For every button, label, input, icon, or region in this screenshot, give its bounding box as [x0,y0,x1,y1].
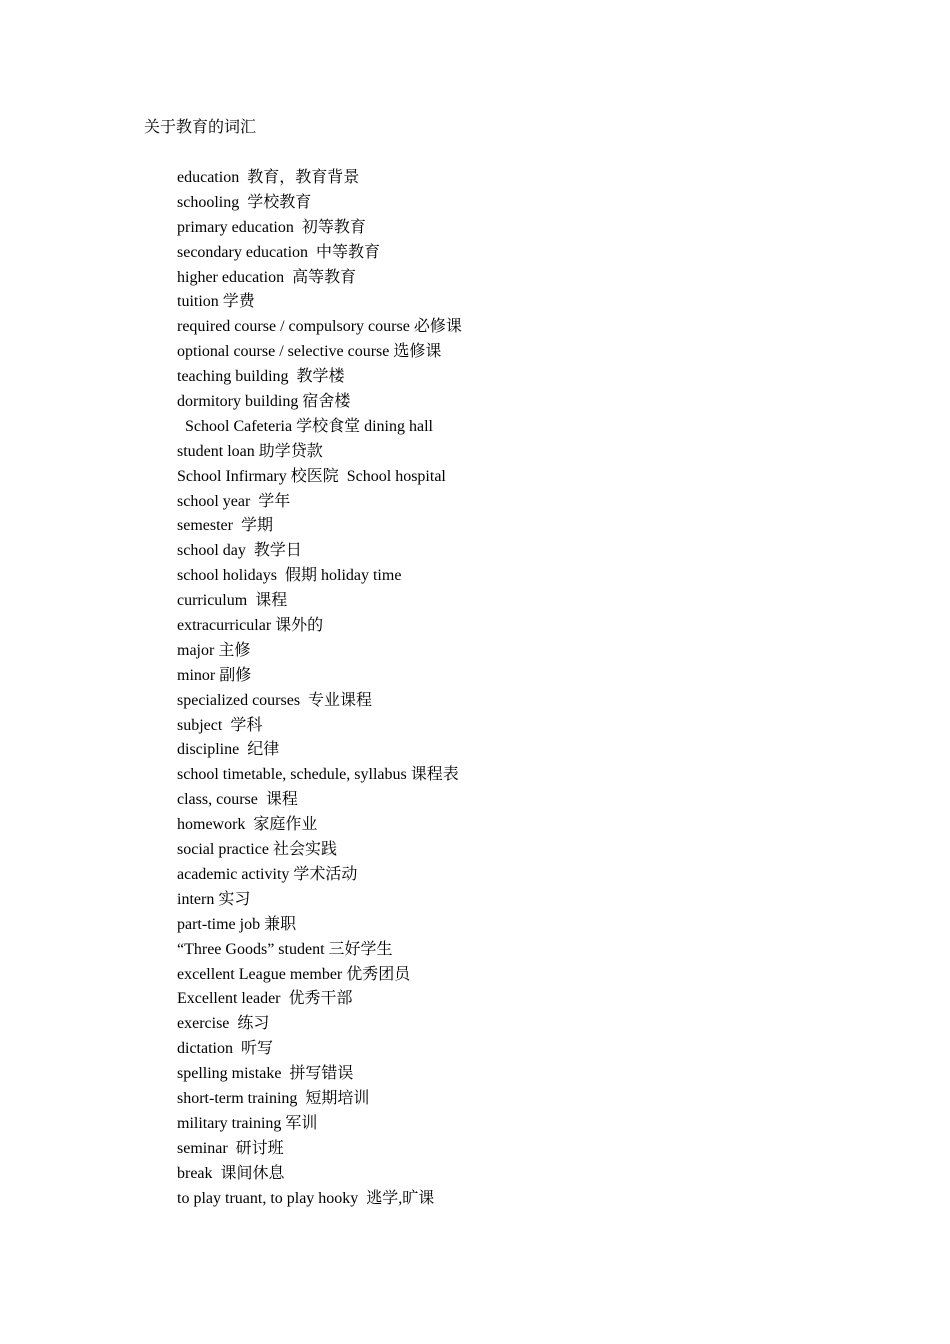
vocabulary-entry: social practice 社会实践 [177,841,337,859]
vocabulary-entry: student loan 助学贷款 [177,442,323,460]
vocabulary-entry: secondary education 中等教育 [177,243,381,261]
vocabulary-entry: school holidays 假期 holiday time [177,567,402,585]
vocabulary-entry: military training 军训 [177,1114,318,1132]
vocabulary-entry: part-time job 兼职 [177,915,297,933]
vocabulary-entry: schooling 学校教育 [177,193,312,211]
vocabulary-entry: required course / compulsory course 必修课 [177,318,462,336]
vocabulary-entry: dictation 听写 [177,1040,273,1058]
vocabulary-entry: intern 实习 [177,890,251,908]
vocabulary-entry: primary education 初等教育 [177,218,366,236]
vocabulary-entry: curriculum 课程 [177,592,288,610]
vocabulary-entry: minor 副修 [177,666,252,684]
vocabulary-list [177,166,462,1211]
vocabulary-entry: class, course 课程 [177,791,298,809]
vocabulary-entry: school year 学年 [177,492,291,510]
vocabulary-entry: School Cafeteria 学校食堂 dining hall [177,417,433,435]
vocabulary-entry: excellent League member 优秀团员 [177,965,411,983]
vocabulary-entry: spelling mistake 拼写错误 [177,1065,354,1083]
vocabulary-entry: school timetable, schedule, syllabus 课程表 [177,766,459,784]
vocabulary-entry: Excellent leader 优秀干部 [177,990,353,1008]
vocabulary-entry: optional course / selective course 选修课 [177,343,442,361]
document-title: 关于教育的词汇 [144,119,257,136]
vocabulary-entry: discipline 纪律 [177,741,280,759]
vocabulary-entry: subject 学科 [177,716,263,734]
vocabulary-entry: school day 教学日 [177,542,302,560]
vocabulary-entry: “Three Goods” student 三好学生 [177,940,393,958]
vocabulary-entry: homework 家庭作业 [177,816,318,834]
vocabulary-entry: specialized courses 专业课程 [177,691,373,709]
vocabulary-entry: semester 学期 [177,517,273,535]
vocabulary-entry: School Infirmary 校医院 School hospital [177,467,446,485]
vocabulary-entry: extracurricular 课外的 [177,617,324,635]
vocabulary-entry: academic activity 学术活动 [177,865,358,883]
vocabulary-entry: to play truant, to play hooky 逃学,旷课 [177,1189,435,1207]
vocabulary-entry: break 课间休息 [177,1164,285,1182]
vocabulary-entry: seminar 研讨班 [177,1139,284,1157]
vocabulary-entry: exercise 练习 [177,1015,270,1033]
vocabulary-entry: major 主修 [177,641,251,659]
vocabulary-entry: tuition 学费 [177,293,255,311]
vocabulary-entry: dormitory building 宿舍楼 [177,393,351,411]
vocabulary-entry: higher education 高等教育 [177,268,357,286]
vocabulary-entry: teaching building 教学楼 [177,368,345,386]
vocabulary-entry: short-term training 短期培训 [177,1089,370,1107]
vocabulary-entry: education 教育，教育背景 [177,169,360,186]
